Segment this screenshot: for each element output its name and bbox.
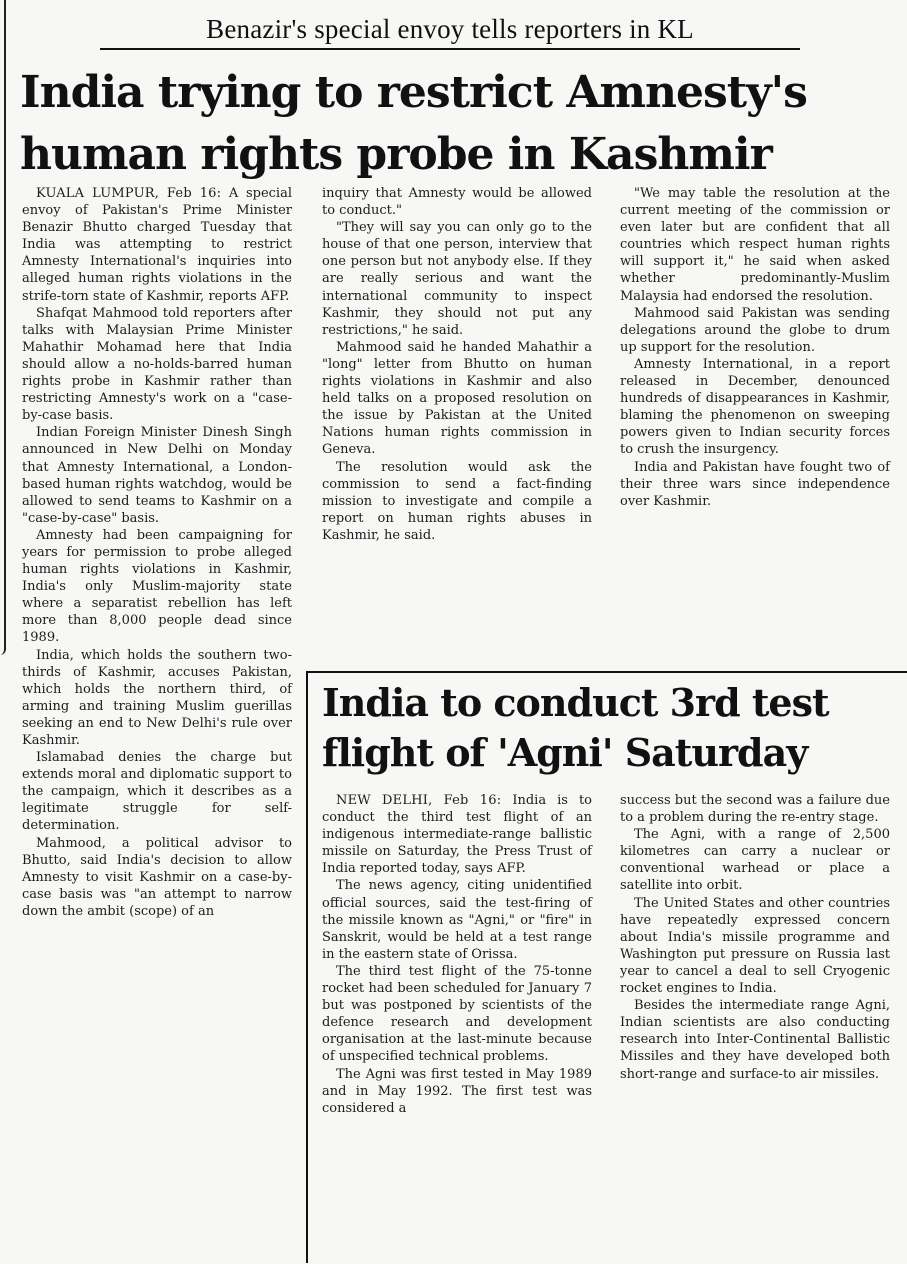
paragraph: The news agency, citing unidentified official sources, said the test-firing of the missile known as "Agni," or "fire" in Sanskrit, would be held at a test range in the eastern state of Orissa. [322,878,592,962]
paragraph: Islamabad denies the charge but extends moral and diplomatic support to the campaign, which it describes as a legitimate struggle for self-determination. [22,750,292,834]
amnesty-column-2 [322,185,592,544]
paragraph: Besides the intermediate range Agni, Indian scientists are also conducting research into Inter-Continental Ballistic Missiles and they have developed both short-range and surface-to air missiles. [620,998,890,1082]
paragraph: Shafqat Mahmood told reporters after talks with Malaysian Prime Minister Mahathir Mohamad here that India should allow a no-holds-barred human rights probe in Kashmir rather than restricting Amnesty's work on a "case-by-case basis. [22,305,292,424]
lead-text: A special envoy of Pakistan's Prime Minister Benazir Bhutto charged Tuesday that India was attempting to restrict Amnesty International's inquiries into alleged human rights violations in the strife-torn state of Kashmir, reports AFP. [22,186,292,304]
paragraph: Mahmood said Pakistan was sending delegations around the globe to drum up support for the resolution. [620,305,890,355]
paragraph: Mahmood, a political advisor to Bhutto, said India's decision to allow Amnesty to visit Kashmir on a case-by-case basis was "an attempt to narrow down the ambit (scope) of an [22,835,292,919]
paragraph: Amnesty International, in a report released in December, denounced hundreds of disappearances in Kashmir, blaming the phenomenon on sweeping powers given to Indian security forces to crush the insurgency. [620,356,890,458]
dateline: NEW DELHI, Feb 16: [336,793,502,808]
paragraph: "We may table the resolution at the current meeting of the commission or even later but are confident that all countries which respect human rights will support it," he said when asked whether predominantly-Muslim Malaysia had endorsed the resolution. [620,186,890,304]
paragraph: The Agni, with a range of 2,500 kilometres can carry a nuclear or conventional warhead or place a satellite into orbit. [620,827,890,894]
paragraph: Amnesty had been campaigning for years for permission to probe alleged human rights violations in Kashmir, India's only Muslim-majority state where a separatist rebellion has left more than 8,000 people dead since 1989. [22,527,292,646]
article-border-left [0,0,6,655]
agni-column-2 [620,792,890,1083]
paragraph: Mahmood said he handed Mahathir a "long" letter from Bhutto on human rights violations in Kashmir and also held talks on a proposed resolution on the issue by Pakistan at the United Nations human rights commission in Geneva. [322,339,592,458]
paragraph: India and Pakistan have fought two of their three wars since independence over Kashmir. [620,459,890,509]
agni-headline-line-1: India to conduct 3rd test [322,680,829,725]
lead-text: India is to conduct the third test flight of an indigenous intermediate-range ballistic missile on Saturday, the Press Trust of India reported today, says AFP. [322,793,592,877]
kicker-headline: Benazir's special envoy tells reporters in KL [100,12,800,50]
paragraph: The Agni was first tested in May 1989 and in May 1992. The first test was considered a [322,1066,592,1116]
agni-headline [322,678,902,778]
paragraph: "They will say you can only go to the house of that one person, interview that one person but not anybody else. If they are really serious and want the international community to inspect Kashmir, they should not put any restrictions," he said. [322,220,592,338]
amnesty-column-1 [22,185,292,920]
main-headline [20,62,900,186]
dateline: KUALA LUMPUR, Feb 16: [36,186,222,201]
agni-headline-line-2: flight of 'Agni' Saturday [322,730,808,775]
main-headline-line-2: human rights probe in Kashmir [20,129,772,180]
paragraph: The resolution would ask the commission to send a fact-finding mission to investigate and compile a report on human rights abuses in Kashmir, he said. [322,459,592,543]
main-headline-line-1: India trying to restrict Amnesty's [20,67,807,118]
paragraph: success but the second was a failure due to a problem during the re-entry stage. [620,793,890,826]
paragraph: India, which holds the southern two-thirds of Kashmir, accuses Pakistan, which holds the northern third, of arming and training Muslim guerillas seeking an end to New Delhi's rule over Kashmir. [22,647,292,748]
paragraph: The United States and other countries have repeatedly expressed concern about India's missile programme and Washington put pressure on Russia last year to cancel a deal to sell Cryogenic rocket engines to India. [620,895,890,997]
paragraph [322,792,592,877]
paragraph: Indian Foreign Minister Dinesh Singh announced in New Delhi on Monday that Amnesty International, a London-based human rights watchdog, would be allowed to send teams to Kashmir on a "case-by-case" basis. [22,425,292,526]
agni-column-1 [322,792,592,1117]
amnesty-column-3 [620,185,890,510]
paragraph [22,185,292,305]
paragraph: inquiry that Amnesty would be allowed to conduct." [322,186,592,219]
paragraph: The third test flight of the 75-tonne rocket had been scheduled for January 7 but was postponed by scientists of the defence research and development organisation at the last-minute because of unspecified technical problems. [322,963,592,1065]
